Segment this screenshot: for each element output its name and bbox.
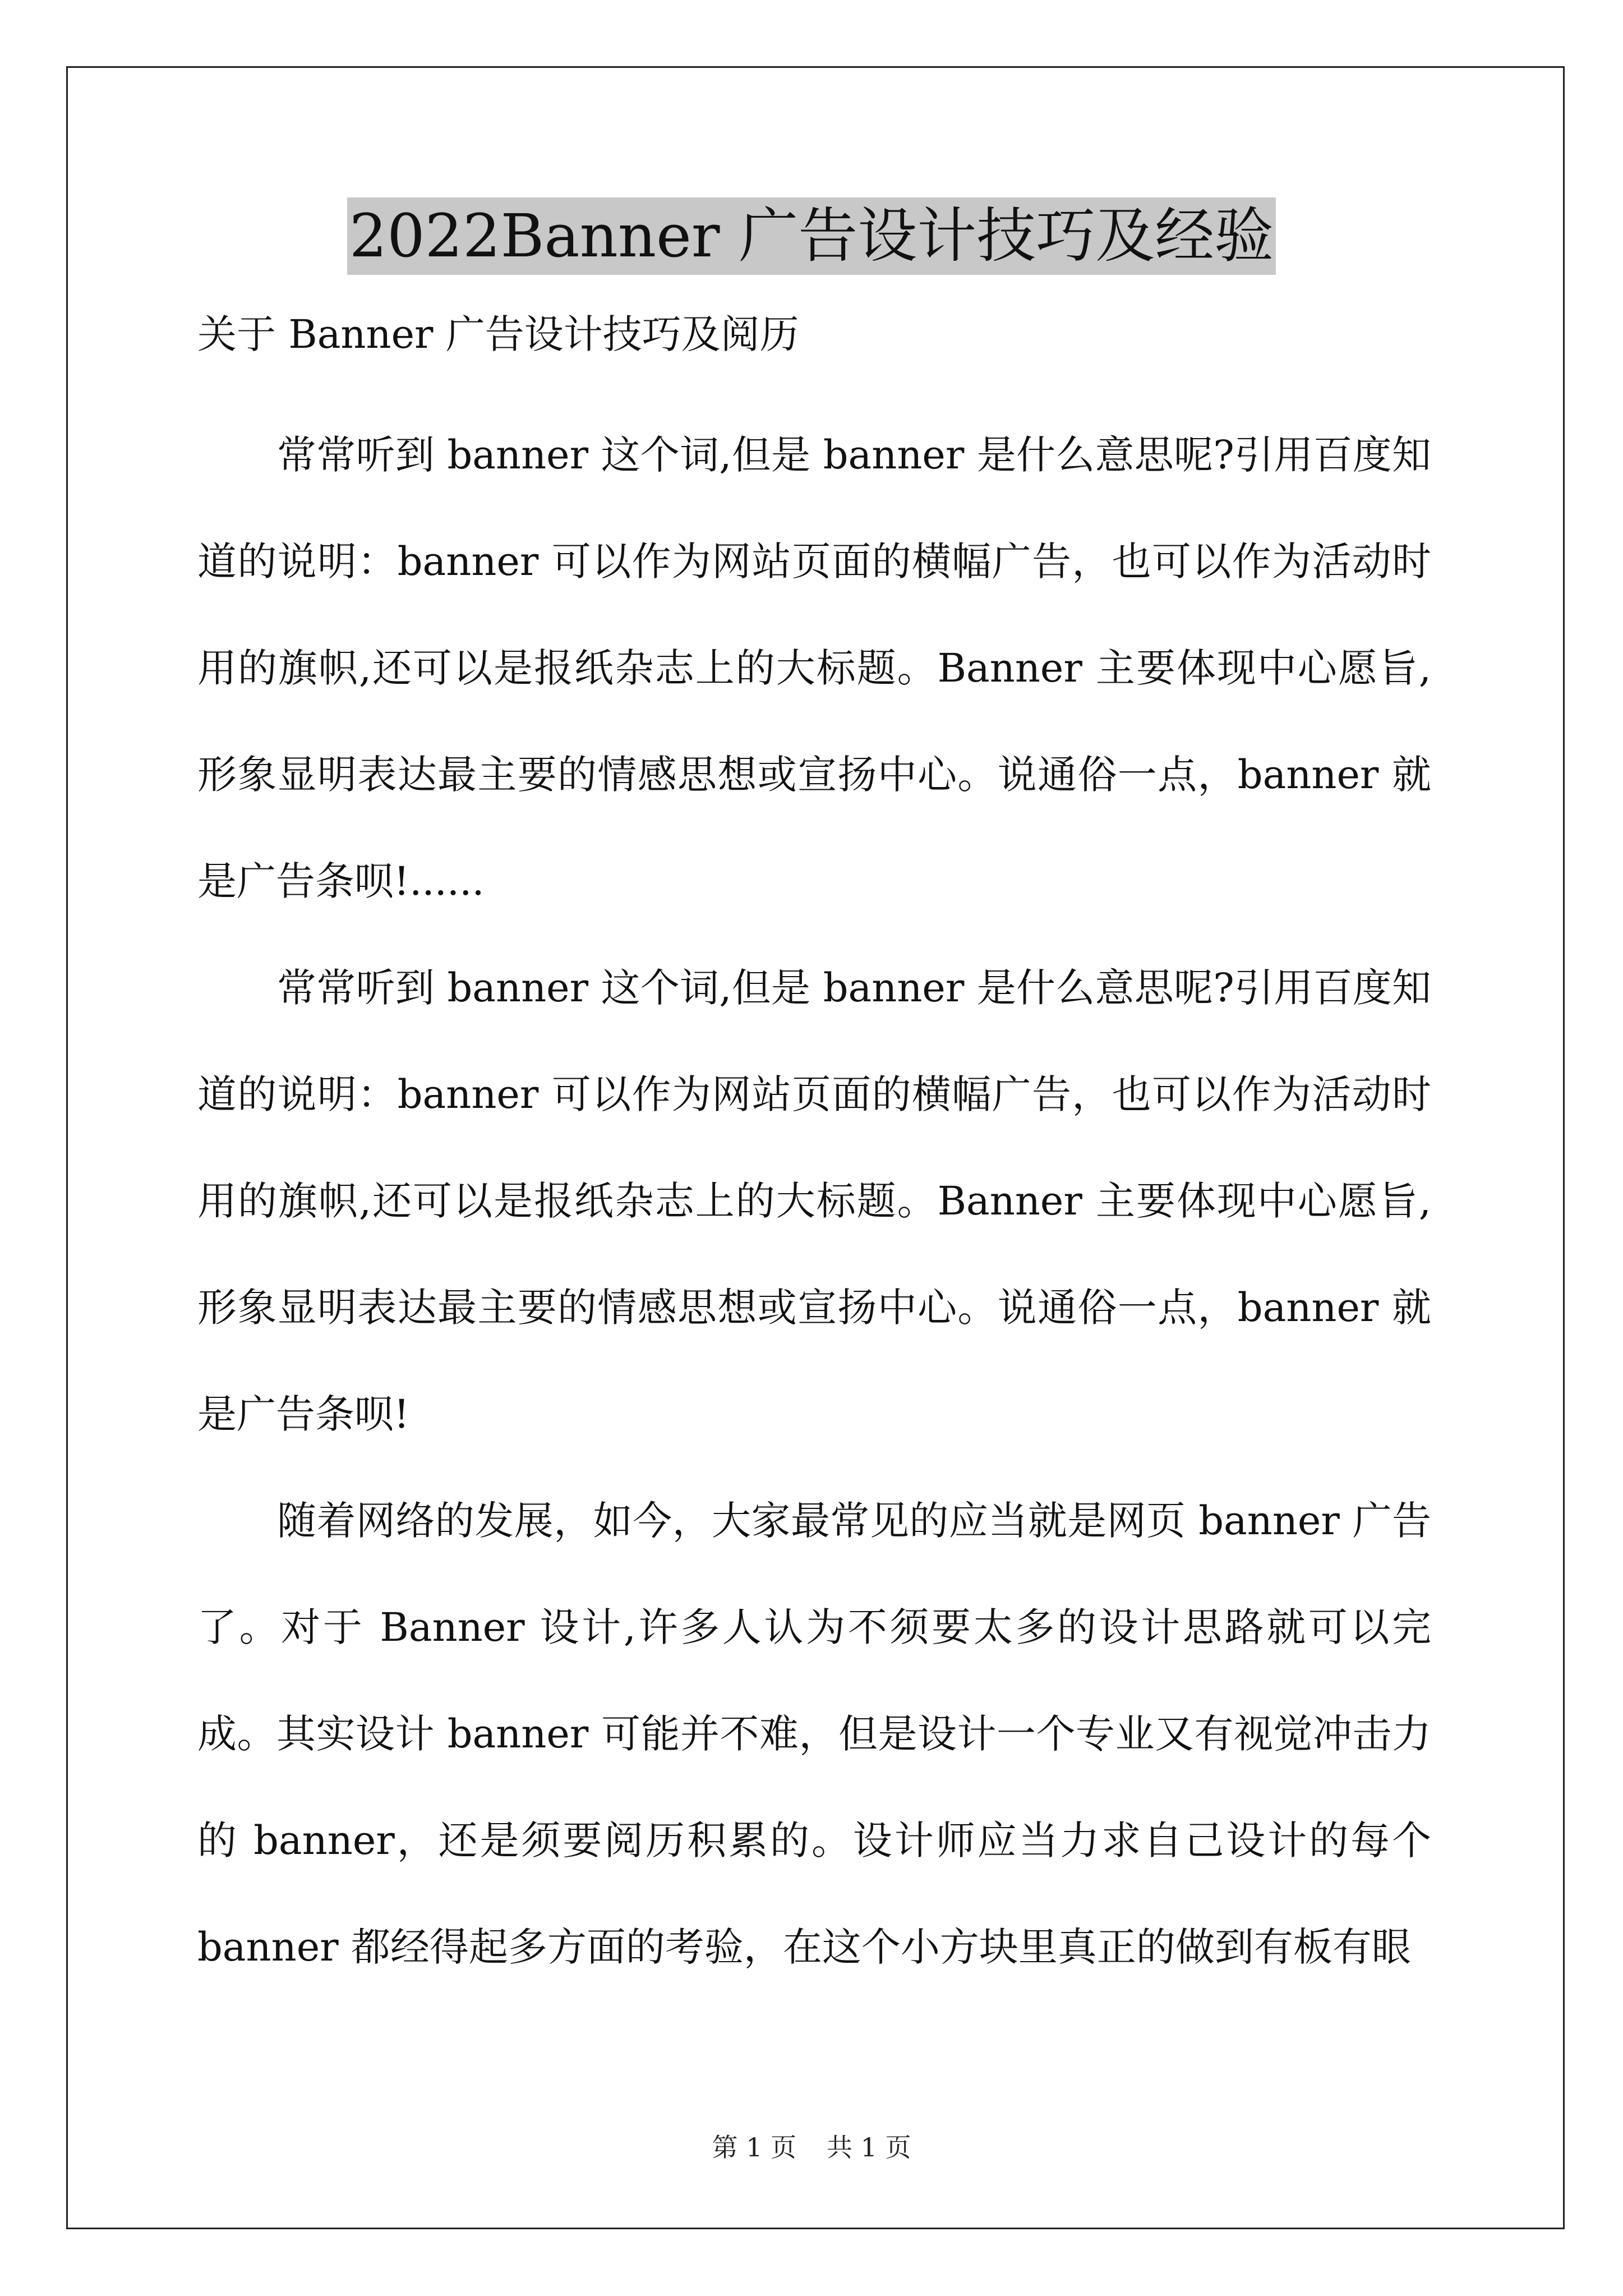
page-number: 第 1 页: [712, 2132, 796, 2162]
title-container: [0, 197, 1623, 275]
document-body: [197, 307, 1431, 2000]
paragraph-3: 随着网络的发展，如今，大家最常见的应当就是网页 banner 广告了。对于 Banner 设计,许多人认为不须要太多的设计思路就可以完成。其实设计 banner 可能并不难，但是设计一个专业又有视觉冲击力的 banner，还是须要阅历积累的。设计师应当力求自己设计的每个 banner 都经得起多方面的考验，在这个小方块里真正的做到有板有眼: [197, 1498, 1431, 1970]
page-footer: [0, 2131, 1623, 2164]
page-total: 共 1 页: [827, 2132, 911, 2162]
paragraph-1: 常常听到 banner 这个词,但是 banner 是什么意思呢?引用百度知道的说明：banner 可以作为网站页面的横幅广告，也可以作为活动时用的旗帜,还可以是报纸杂志上的大标题。Banner 主要体现中心愿旨,形象显明表达最主要的情感思想或宣扬中心。说通俗一点，banner 就是广告条呗!......: [197, 432, 1431, 904]
document-subtitle: 关于 Banner 广告设计技巧及阅历: [197, 311, 799, 357]
document-title: 2022Banner 广告设计技巧及经验: [347, 197, 1276, 275]
paragraph-2: 常常听到 banner 这个词,但是 banner 是什么意思呢?引用百度知道的说明：banner 可以作为网站页面的横幅广告，也可以作为活动时用的旗帜,还可以是报纸杂志上的大标题。Banner 主要体现中心愿旨,形象显明表达最主要的情感思想或宣扬中心。说通俗一点，banner 就是广告条呗!: [197, 965, 1431, 1437]
